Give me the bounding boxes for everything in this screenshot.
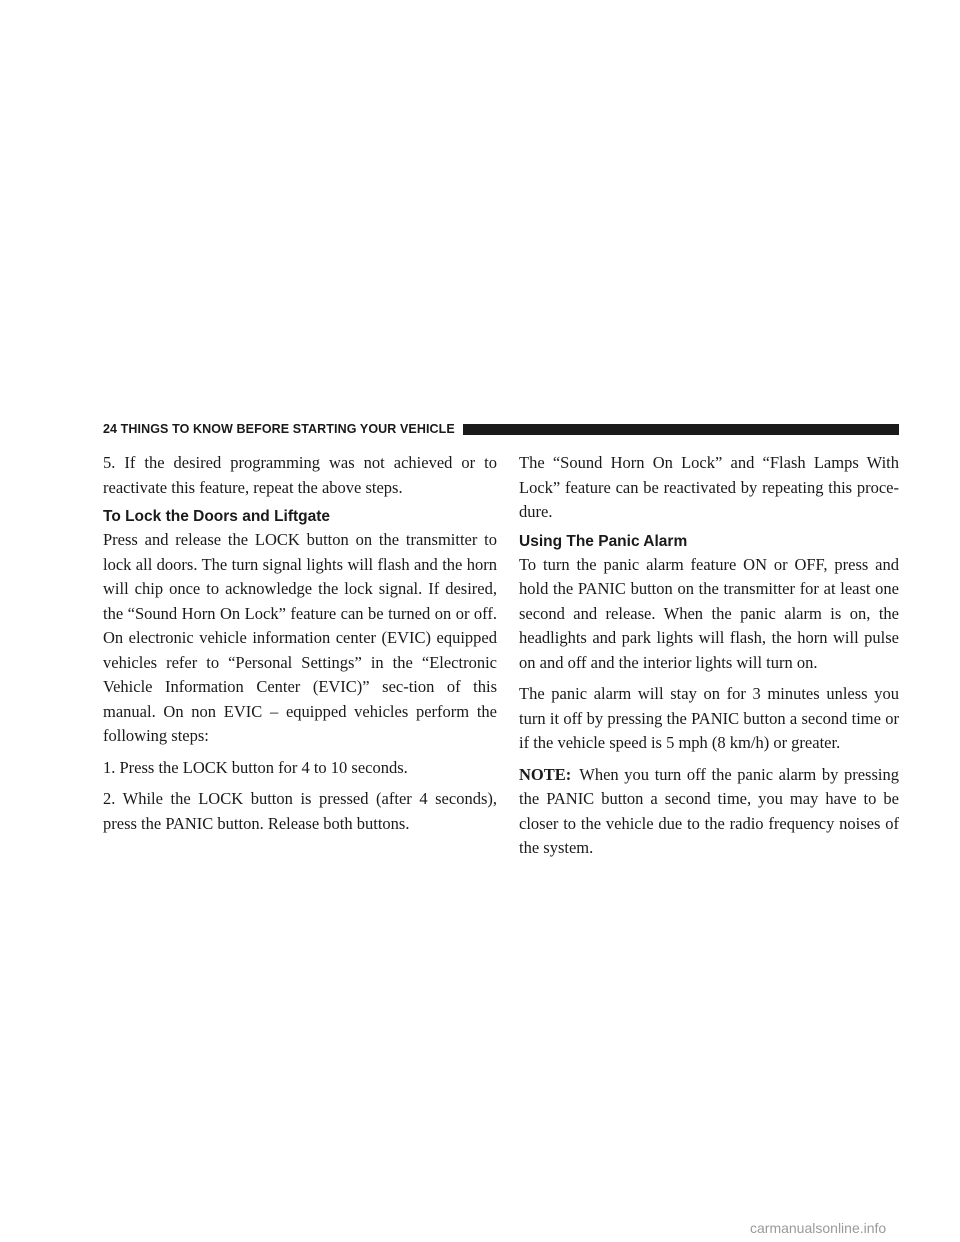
paragraph-lock-instructions: Press and release the LOCK button on the transmitter to lock all doors. The turn signal lights will flash and the horn will chip once to acknowledge the lock signal. If desired, the “Sound Horn On Lock” feature can be turned on or off. On electronic vehicle information center (EVIC) equipped vehicles refer to “Personal Settings” in the “Electronic Vehicle Information Center (EVIC)” sec-tion of this manual. On non EVIC – equipped vehicles perform the following steps:: [103, 530, 497, 745]
page-header: [103, 421, 899, 437]
paragraph-step-1: 1. Press the LOCK button for 4 to 10 seconds.: [103, 757, 408, 777]
note-text: When you turn off the panic alarm by pressing the PANIC button a second time, you may have to be closer to the vehicle due to the radio frequency noises of the system.: [519, 764, 899, 857]
note-paragraph: [519, 763, 899, 861]
paragraph-panic-toggle: To turn the panic alarm feature ON or OFF, press and hold the PANIC button on the transmitter for at least one second and release. When the panic alarm is on, the headlights and park lights will flash, the horn will pulse on and off and the interior lights will turn on.: [519, 554, 899, 672]
paragraph-reactivate-features: The “Sound Horn On Lock” and “Flash Lamps With Lock” feature can be reactivated by repeating this proce-dure.: [519, 453, 899, 521]
right-column: [519, 451, 899, 868]
left-column: [103, 451, 497, 843]
note-label: NOTE:: [519, 764, 572, 784]
paragraph-step-2: 2. While the LOCK button is pressed (after 4 seconds), press the PANIC button. Release both buttons.: [103, 789, 497, 833]
header-rule: [463, 424, 899, 435]
paragraph-reactivate: 5. If the desired programming was not achieved or to reactivate this feature, repeat the above steps.: [103, 453, 497, 497]
section-heading-panic-alarm: Using The Panic Alarm: [519, 532, 688, 550]
section-heading-lock-doors: To Lock the Doors and Liftgate: [103, 508, 331, 525]
header-title: 24 THINGS TO KNOW BEFORE STARTING YOUR VEHICLE: [103, 422, 455, 436]
watermark: carmanualsonline.info: [750, 1220, 887, 1236]
paragraph-panic-duration: The panic alarm will stay on for 3 minutes unless you turn it off by pressing the PANIC button a second time or if the vehicle speed is 5 mph (8 km/h) or greater.: [519, 684, 899, 752]
